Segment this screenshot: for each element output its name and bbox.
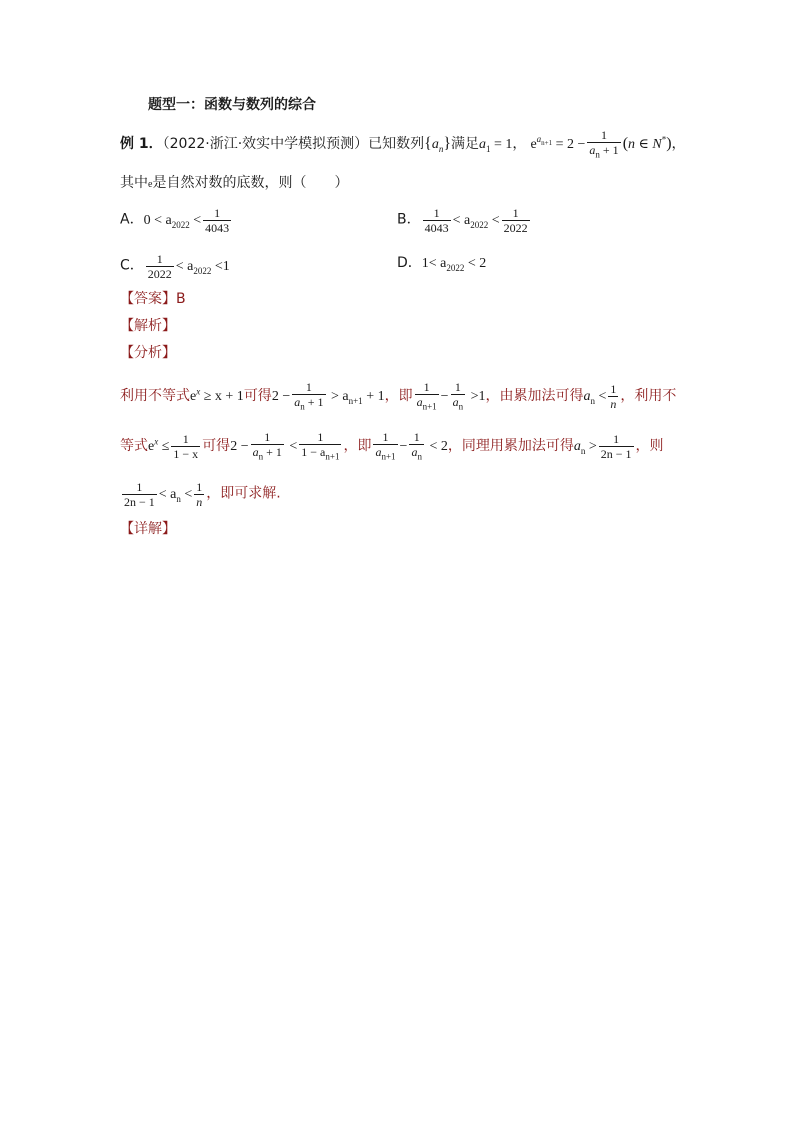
analysis-line-1: 利用不等式$e^x \ge x + 1$可得2 − $\frac{1}{a_n + 1}$ > $a_{n+1} + 1$，即 $\frac{1}{a_{n+1}}$ − $\frac{1}{a_n}$ >1，由累加法可得$a_n$ < $\frac{1}{n}$ ，利用不 xyxy=(120,380,677,412)
example-cond: 满足 xyxy=(451,135,480,152)
analysis-line-3: $\frac{1}{2n - 1}$ < $a_n$ < $\frac{1}{n}$ ，即可求解. xyxy=(124,480,281,509)
xiangjie-label: 【详解】 xyxy=(120,521,176,537)
answer-label: 【答案】B xyxy=(120,291,186,307)
example-tail: ， xyxy=(671,135,686,152)
jiexi-label: 【解析】 xyxy=(120,318,176,334)
example-intro: 已知数列 xyxy=(368,135,425,152)
section-title: 题型一：函数与数列的综合 xyxy=(148,97,316,113)
a1-condition: $a_1 = 1$， xyxy=(479,136,527,154)
option-a[interactable]: A．$0 < a_{2022}$ < $\frac{1}{4043}$ xyxy=(120,206,230,235)
example-line-2: 其中e是自然对数的底数，则（ ） xyxy=(120,175,349,191)
example-line-1 xyxy=(120,128,686,161)
example-source: （2022·浙江·效实中学模拟预测） xyxy=(162,135,369,152)
example-label: 例 1． xyxy=(120,135,163,152)
sequence-notation: $\{a_n\}$ xyxy=(424,134,452,154)
option-d[interactable]: D．$1< a_{2022} < 2$ xyxy=(397,255,487,273)
analysis-line-2: 等式$e^x$ ≤ $\frac{1}{1 - x}$ 可得2 − $\frac{1}{a_n + 1}$ < $\frac{1}{1 - a_{n+1}}$ ，即 $\frac{1}{a_{n+1}}$ − $\frac{1}{a_n}$ < 2，同理用累加法可得$a_n$ > $\frac{1}{2n - 1}$ ，则 xyxy=(120,430,664,462)
recurrence: $e^{a_{n+1}} = 2$ − $\frac{1}{a_n + 1}$ (n ∈ N*) xyxy=(530,128,672,160)
option-b[interactable]: B． $\frac{1}{4043}$ < $a_{2022}$ < $\frac{1}{2022}$ xyxy=(397,206,528,235)
fenxi-label: 【分析】 xyxy=(120,345,176,361)
option-c[interactable]: C． $\frac{1}{2022}$ < $a_{2022} <1$ xyxy=(120,252,230,281)
